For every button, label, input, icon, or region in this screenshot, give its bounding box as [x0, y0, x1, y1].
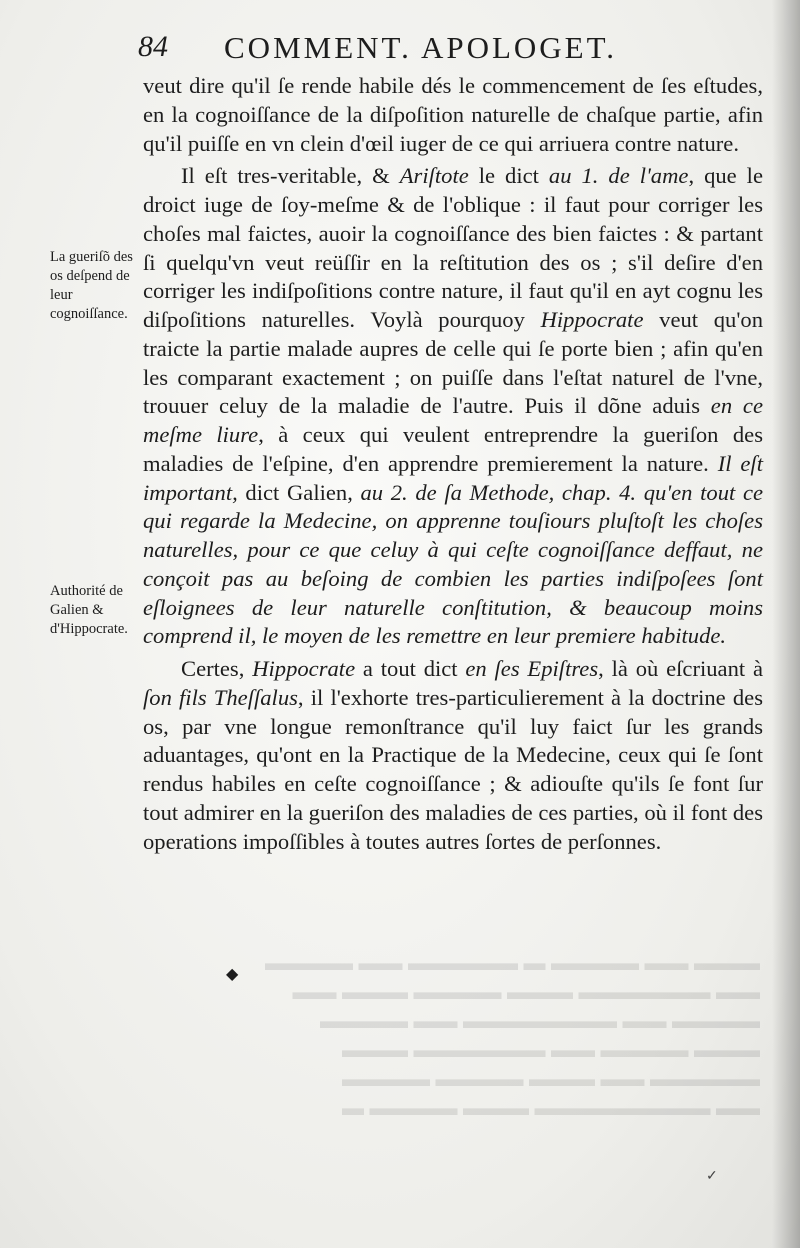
p2-italic-galien-quote: au 2. de ſa Methode, chap. 4. qu'en tout ce qui regarde la Medecine, on apprenne touſiours pluſtoſt les choſes naturelles, pour ce que celuy à qui ceſte cognoiſſance deffaut, ne conçoit pas au beſoing de combien les parties indiſpoſees ſont eſloignees de leur naturelle conſtitution, & beaucoup moins comprend il, le moyen de les remettre en leur premiere habitude.: [143, 479, 763, 649]
p2-text-c: le dict: [468, 163, 549, 189]
p2-italic-meme-livre: en ce meſme liure: [143, 393, 763, 447]
running-title: COMMENT. APOLOGET.: [224, 30, 617, 65]
bleed-through-text: ▬▬▬ ▬▬ ▬▬▬▬ ▬ ▬▬▬▬▬ ▬▬ ▬▬▬▬ ▬▬ ▬▬▬▬▬▬ ▬▬▬ ▬▬▬▬ ▬▬▬ ▬▬ ▬▬▬▬ ▬▬ ▬▬▬▬▬▬▬ ▬▬ ▬▬▬▬ ▬▬▬ ▬▬▬▬ ▬▬ ▬▬▬▬▬▬ ▬▬▬ ▬▬▬▬▬ ▬▬ ▬▬▬ ▬▬▬▬ ▬▬▬▬ ▬▬ ▬▬▬▬▬▬▬▬ ▬▬▬ ▬▬▬▬ ▬: [265, 950, 760, 1120]
gutter-shadow: [772, 0, 800, 1248]
p3-text-c: a tout dict: [355, 656, 466, 681]
p2-italic-aristote: Ariſtote: [399, 163, 469, 189]
p3-italic-thessalus: ſon fils Theſſalus: [143, 684, 298, 710]
p2-text-a: Il eſt tres-veritable, &: [181, 163, 400, 189]
p2-text-g: veut qu'on traicte la partie malade aupres de celle qui ſe porte bien ; afin qu'en les comparant exactement ; on puiſſe dans l'eſtat naturel de l'vne, trouuer celuy de la maladie de l'autre. Puis il dõne aduis: [143, 307, 763, 419]
margin-note-authority: Authorité de Galien & d'Hippocrate.: [50, 583, 128, 637]
p3-text-e: , là où eſcriuant à: [598, 656, 763, 681]
p2-text-k: dict Galien,: [237, 479, 361, 505]
p2-text-e: , que le droict iuge de ſoy-meſme & de l'oblique : il faut pour corriger les choſes mal faictes, auoir la cognoiſſance des bien faictes : & partant ſi quelqu'vn veut reüſſir en la reſtitution des os ; s'il deſire d'en corriger les indiſpoſitions contre nature, il faut qu'il en ayt cognu les diſpoſitions naturelles. Voylà pourquoy: [143, 163, 763, 332]
p3-text-g: , il l'exhorte tres-particulierement à la doctrine des os, par vne longue remonſtrance qu'il luy faict ſur les grands aduantages, qu'ont en la Practique de la Medecine, ceux qui ſe ſont rendus habiles en ceſte cognoiſſance ; & adiouſte qu'ils ſe font ſur tout admirer en la gueriſon des maladies de ces parties, où il font des operations impoſſibles à toutes autres ſortes de perſonnes.: [143, 684, 763, 854]
p2-text-i: , à ceux qui veulent entreprendre la gueriſon des maladies de l'eſpine, d'en apprendre premierement la nature.: [143, 422, 763, 476]
ink-mark: ◆: [226, 966, 239, 983]
p2-italic-important: Il eſt important,: [143, 450, 763, 505]
paragraph-3: [143, 655, 763, 856]
margin-note-healing: La gueriſõ des os deſpend de leur cognoiſſance.: [50, 249, 133, 322]
page-header: [138, 26, 698, 70]
p3-text-a: Certes,: [181, 656, 253, 681]
page-mark: ✓: [706, 1169, 718, 1184]
p2-italic-hippocrate: Hippocrate: [540, 307, 644, 332]
p3-italic-hippocrate: Hippocrate: [252, 656, 356, 681]
p1-text: veut dire qu'il ſe rende habile dés le commencement de ſes eſtudes, en la cognoiſſance de la diſpoſition naturelle de chaſque partie, afin qu'il puiſſe en vn clein d'œil iuger de ce qui arriuera contre nature.: [143, 73, 763, 156]
body-text: [143, 72, 763, 856]
page-number: 84: [138, 30, 168, 63]
p2-italic-reference: au 1. de l'ame: [548, 163, 689, 189]
paragraph-1: [143, 72, 763, 158]
p3-italic-epistres: en ſes Epiſtres: [465, 656, 599, 681]
paragraph-2: [143, 162, 763, 651]
